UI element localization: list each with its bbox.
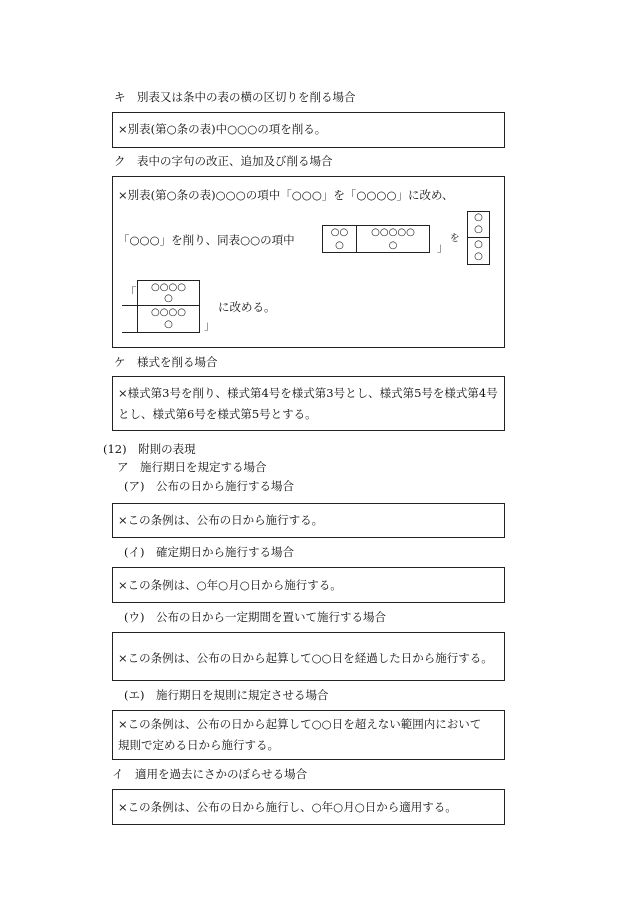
table-cell-text: ○ — [164, 319, 173, 330]
table-cell-text: ○○○○○ — [371, 227, 415, 238]
section-ki-heading: キ 別表又は条中の表の横の区切りを削る場合 — [114, 90, 356, 104]
item-heading: (ウ) 公布の日から一定期間を置いて施行する場合 — [124, 610, 386, 624]
example-line: とし、様式第6号を様式第5号とする。 — [118, 407, 317, 421]
inline-table-before — [322, 225, 430, 253]
example-line: ×別表(第○条の表)中○○○の項を削る。 — [118, 122, 327, 136]
example-line: ×この条例は、公布の日から起算して○○日を超えない範囲内において — [118, 717, 482, 731]
section-ki-example-box — [112, 112, 505, 148]
example-line: ×別表(第○条の表)○○○の項中「○○○」を「○○○○」に改め、 — [118, 188, 454, 202]
table-cell-text: ○ — [474, 251, 483, 262]
example-line: ×この条例は、公布の日から起算して○○日を経過した日から施行する。 — [118, 651, 493, 665]
table-cell-text: ○○○○ — [151, 307, 186, 318]
close-quote: 」 — [437, 240, 449, 254]
item-heading: (エ) 施行期日を規則に規定させる場合 — [124, 688, 329, 702]
section-ku-heading: ク 表中の字句の改正、追加及び削る場合 — [114, 154, 333, 168]
table-row-divider — [122, 305, 200, 306]
open-quote: 「 — [125, 285, 137, 299]
table-cell-text: ○ — [388, 240, 398, 251]
example-tail-text: に改める。 — [218, 300, 276, 314]
example-line: ×この条例は、公布の日から施行し、○年○月○日から適用する。 — [118, 800, 457, 814]
subsection-i-example-box — [112, 789, 505, 825]
item-example-box — [112, 503, 505, 538]
example-line: ×様式第3号を削り、様式第4号を様式第3号とし、様式第5号を様式第4号 — [118, 386, 498, 400]
section-ke-heading: ケ 様式を削る場合 — [114, 355, 218, 369]
table-cell-text: ○○ — [330, 227, 349, 238]
section-ke-example-box — [112, 376, 505, 431]
example-line: ×この条例は、公布の日から施行する。 — [118, 513, 324, 527]
subsection-a-heading: ア 施行期日を規定する場合 — [117, 460, 267, 474]
table-cell-text: ○ — [474, 212, 483, 223]
inline-vertical-table — [467, 211, 490, 265]
table-cell-text: ○ — [335, 240, 344, 251]
example-line: 「○○○」を削り、同表○○の項中 — [118, 233, 295, 247]
item-heading: (イ) 確定期日から施行する場合 — [124, 545, 294, 559]
table-cell-text: ○ — [474, 239, 483, 250]
item-heading: (ア) 公布の日から施行する場合 — [124, 479, 294, 493]
section-12-heading: (12) 附則の表現 — [103, 442, 196, 456]
item-example-box — [112, 710, 505, 760]
table-divider — [468, 237, 489, 238]
table-rule-extension — [122, 332, 138, 333]
section-ku-example-box — [112, 176, 505, 348]
subsection-i-heading: イ 適用を過去にさかのぼらせる場合 — [112, 767, 308, 781]
table-cell-text: ○ — [164, 293, 173, 304]
example-line: 規則で定める日から施行する。 — [118, 738, 279, 752]
item-example-box — [112, 632, 505, 681]
close-quote: 」 — [204, 318, 216, 332]
inline-table-after — [137, 280, 200, 333]
example-line: ×この条例は、○年○月○日から施行する。 — [118, 578, 342, 592]
table-cell-text: ○ — [474, 224, 483, 235]
table-cell-text: ○○○○ — [151, 282, 186, 293]
particle-text: を — [450, 233, 460, 244]
item-example-box — [112, 567, 505, 603]
